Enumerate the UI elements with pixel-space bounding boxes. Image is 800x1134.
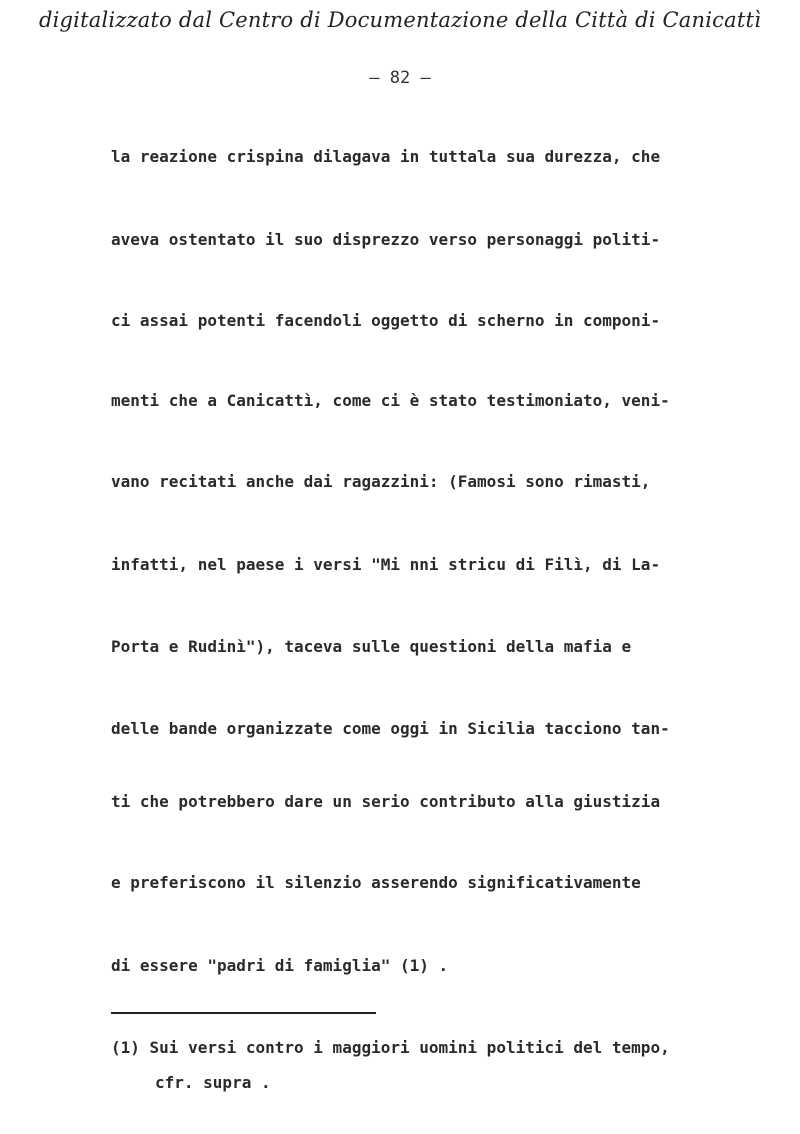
body-line-1: la reazione crispina dilagava in tuttala sua durezza, che: [111, 147, 661, 166]
body-line-5: vano recitati anche dai ragazzini: (Famosi sono rimasti,: [111, 472, 651, 491]
body-line-4: menti che a Canicattì, come ci è stato testimoniato, veni-: [111, 391, 670, 410]
watermark: digitalizzato dal Centro di Documentazione della Città di Canicattì: [38, 8, 762, 32]
page-number: – 82 –: [369, 68, 431, 88]
body-line-8: delle bande organizzate come oggi in Sicilia tacciono tan-: [111, 719, 670, 738]
body-line-7: Porta e Rudinì"), taceva sulle questioni della mafia e: [111, 637, 632, 656]
body-line-2: aveva ostentato il suo disprezzo verso personaggi politi-: [111, 230, 661, 249]
footnote-line-1: (1) Sui versi contro i maggiori uomini politici del tempo,: [111, 1038, 670, 1057]
body-line-9: ti che potrebbero dare un serio contributo alla giustizia: [111, 792, 661, 811]
body-line-10: e preferiscono il silenzio asserendo significativamente: [111, 873, 641, 892]
body-line-11: di essere "padri di famiglia" (1) .: [111, 956, 449, 975]
footnote-separator: [111, 1012, 376, 1014]
footnote-line-2: cfr. supra .: [155, 1073, 271, 1092]
body-line-6: infatti, nel paese i versi "Mi nni stricu di Filì, di La-: [111, 555, 661, 574]
body-line-3: ci assai potenti facendoli oggetto di scherno in componi-: [111, 311, 661, 330]
